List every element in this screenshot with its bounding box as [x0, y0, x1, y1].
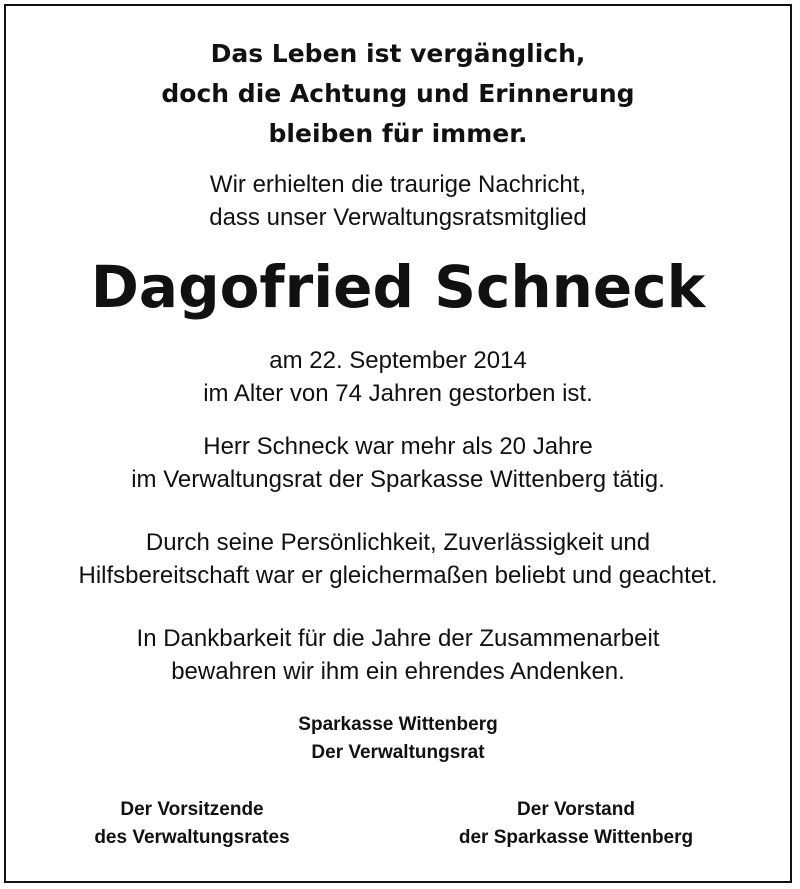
signature-title: Der Vorsitzende	[120, 799, 264, 820]
service-line: Herr Schneck war mehr als 20 Jahre	[203, 433, 593, 460]
organization-body: Der Verwaltungsrat	[311, 742, 485, 763]
thanks-block	[6, 622, 790, 688]
intro-line: Wir erhielten die traurige Nachricht,	[209, 171, 587, 198]
intro-block	[6, 168, 790, 234]
thanks-line: In Dankbarkeit für die Jahre der Zusammenarbeit	[136, 625, 660, 652]
obituary-notice	[4, 4, 792, 883]
deceased-name: Dagofried Schneck	[90, 253, 706, 321]
tribute-line: Durch seine Persönlichkeit, Zuverlässigkeit und	[145, 529, 651, 556]
signature-subtitle: der Sparkasse Wittenberg	[458, 827, 694, 848]
death-info-block	[6, 344, 790, 410]
motto-line: Das Leben ist vergänglich,	[210, 39, 586, 68]
tribute-block	[6, 526, 790, 592]
tribute-line: Hilfsbereitschaft war er gleichermaßen beliebt und geachtet.	[78, 562, 718, 589]
organization-block	[6, 711, 790, 767]
intro-line: dass unser Verwaltungsratsmitglied	[209, 204, 587, 231]
signature-left	[22, 796, 362, 852]
service-block	[6, 430, 790, 496]
organization-name: Sparkasse Wittenberg	[298, 714, 498, 735]
motto-block	[6, 34, 790, 154]
thanks-line: bewahren wir ihm ein ehrendes Andenken.	[171, 658, 625, 685]
signature-subtitle: des Verwaltungsrates	[94, 827, 290, 848]
signature-title: Der Vorstand	[517, 799, 635, 820]
death-date-line: am 22. September 2014	[269, 347, 527, 374]
motto-line: doch die Achtung und Erinnerung	[161, 79, 635, 108]
motto-line: bleiben für immer.	[268, 119, 528, 148]
service-line: im Verwaltungsrat der Sparkasse Wittenberg tätig.	[131, 466, 665, 493]
signature-right	[406, 796, 746, 852]
death-age-line: im Alter von 74 Jahren gestorben ist.	[203, 380, 593, 407]
